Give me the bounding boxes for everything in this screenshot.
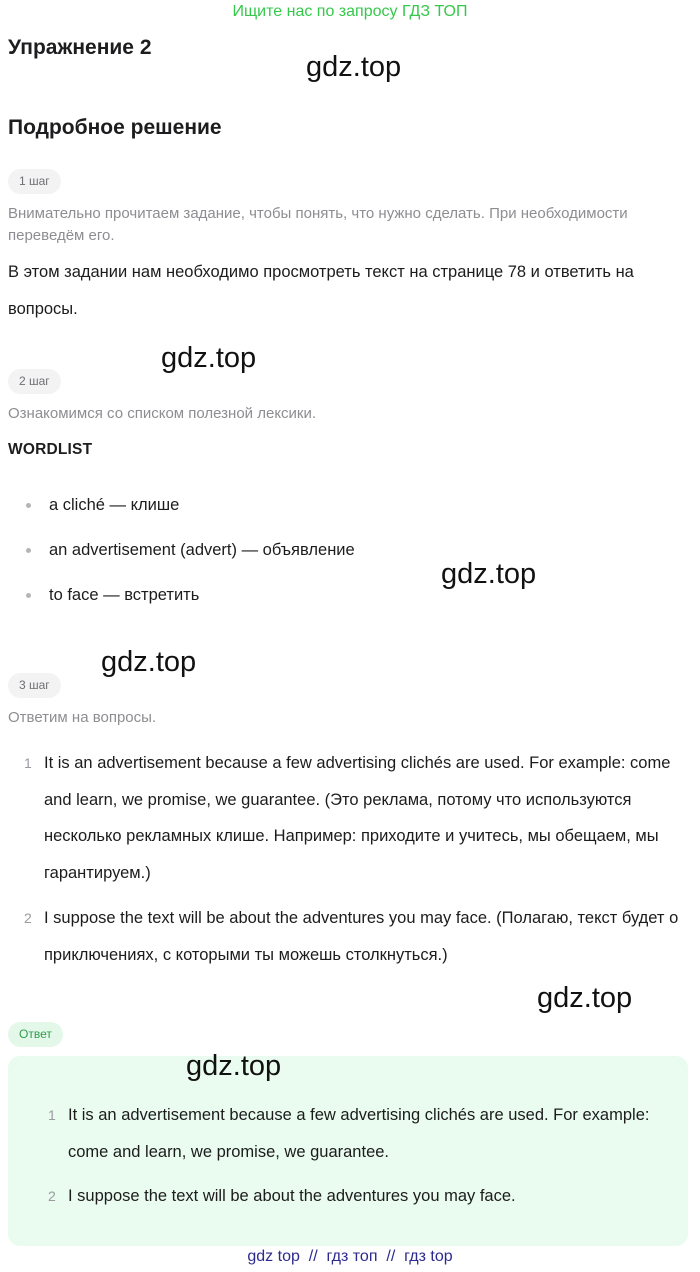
wordlist-item-text: to face — встретить <box>49 586 200 604</box>
watermark: gdz.top <box>537 982 633 1014</box>
wordlist-item-text: an advertisement (advert) — объявление <box>49 541 355 559</box>
wordlist-title: WORDLIST <box>8 441 93 458</box>
step-3-hint: Ответим на вопросы. <box>8 709 157 726</box>
list-item-text: It is an advertisement because a few advertising clichés are used. For example: come and learn, we promise, we guarantee. (Это реклама, потому что используются несколько рекламных клише. Например: приходите и учитесь, мы обещаем, мы гарантируем.) <box>44 754 671 882</box>
list-item <box>48 1097 676 1170</box>
list-item-number: 2 <box>24 910 32 926</box>
list-item <box>24 900 688 973</box>
step-2-hint: Ознакомимся со списком полезной лексики. <box>8 405 317 422</box>
exercise-title: Упражнение 2 <box>8 36 152 59</box>
step-1-badge: 1 шаг <box>8 169 61 194</box>
watermark: gdz.top <box>101 646 197 678</box>
answer-badge: Ответ <box>8 1022 63 1047</box>
watermark: gdz.top <box>186 1050 282 1082</box>
wordlist-item <box>22 490 355 535</box>
list-item-text: I suppose the text will be about the adventures you may face. (Полагаю, текст будет о приключениях, с которыми ты можешь столкнуться.) <box>44 909 679 964</box>
watermark: gdz.top <box>441 558 537 590</box>
list-item-number: 1 <box>48 1107 56 1123</box>
step-3-list <box>24 745 688 973</box>
list-item-number: 2 <box>48 1188 56 1204</box>
search-banner: Ищите нас по запросу ГДЗ ТОП <box>232 3 468 20</box>
watermark: gdz.top <box>161 342 257 374</box>
step-1-hint: Внимательно прочитаем задание, чтобы понять, что нужно сделать. При необходимости переведём его. <box>8 205 628 244</box>
list-item <box>48 1178 676 1215</box>
list-item-text: I suppose the text will be about the adventures you may face. <box>68 1187 516 1205</box>
list-item-number: 1 <box>24 755 32 771</box>
wordlist <box>22 490 355 625</box>
answer-list <box>48 1097 676 1215</box>
section-title: Подробное решение <box>8 116 222 139</box>
step-3-badge: 3 шаг <box>8 673 61 698</box>
wordlist-item <box>22 580 355 625</box>
list-item <box>24 745 688 891</box>
step-2-badge: 2 шаг <box>8 369 61 394</box>
list-item-text: It is an advertisement because a few advertising clichés are used. For example: come and learn, we promise, we guarantee. <box>68 1106 650 1161</box>
wordlist-item-text: a cliché — клише <box>49 496 180 514</box>
bullet-icon <box>26 503 31 508</box>
footer-links: gdz top // гдз топ // гдз top <box>247 1248 453 1265</box>
step-1-text: В этом задании нам необходимо просмотреть текст на странице 78 и ответить на вопросы. <box>8 263 634 318</box>
watermark: gdz.top <box>306 51 402 83</box>
bullet-icon <box>26 593 31 598</box>
wordlist-item <box>22 535 355 580</box>
bullet-icon <box>26 548 31 553</box>
